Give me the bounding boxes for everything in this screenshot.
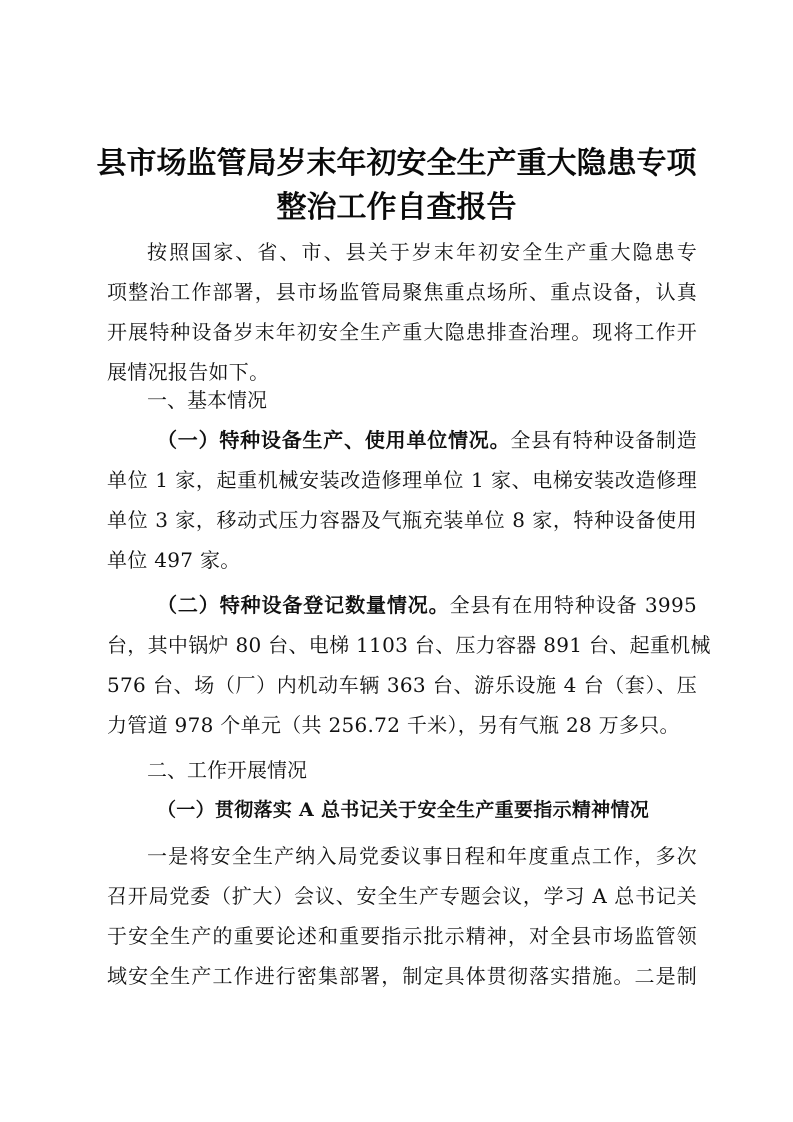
intro-line-3: 开展特种设备岁末年初安全生产重大隐患排查治理。现将工作开 (107, 320, 697, 344)
s1-p1-line-2: 单位 1 家，起重机械安装改造修理单位 1 家、电梯安装改造修理 (107, 468, 697, 492)
s1-p2-line-4: 力管道 978 个单元（共 256.72 千米），另有气瓶 28 万多只。 (107, 713, 680, 737)
section1-heading: 一、基本情况 (147, 388, 267, 412)
s2-p1-line-3: 于安全生产的重要论述和重要指示批示精神，对全县市场监管领 (107, 924, 697, 948)
s2-p1-line-2: 召开局党委（扩大）会议、安全生产专题会议，学习 A 总书记关 (107, 884, 697, 908)
s1-p1-line-4: 单位 497 家。 (107, 548, 241, 572)
intro-line-2: 项整治工作部署，县市场监管局聚焦重点场所、重点设备，认真 (107, 280, 697, 304)
s1-p2-line-1 (157, 585, 697, 625)
s1-p1-lead: （一）特种设备生产、使用单位情况。 (157, 428, 511, 452)
s1-p2-line-2: 台，其中锅炉 80 台、电梯 1103 台、压力容器 891 台、起重机械 (107, 633, 711, 657)
s2-subheading-1: （一）贯彻落实 A 总书记关于安全生产重要指示精神情况 (157, 799, 650, 821)
s1-p1-first-rest: 全县有特种设备制造 (510, 428, 697, 452)
s1-p2-line-3: 576 台、场（厂）内机动车辆 363 台、游乐设施 4 台（套）、压 (107, 673, 697, 697)
s1-p1-line-1 (157, 420, 697, 460)
s2-p1-line-4: 域安全生产工作进行密集部署，制定具体贯彻落实措施。二是制 (107, 964, 697, 988)
s2-p1-line-1: 一是将安全生产纳入局党委议事日程和年度重点工作，多次 (147, 844, 697, 868)
s1-p2-lead: （二）特种设备登记数量情况。 (157, 593, 450, 617)
intro-line-1: 按照国家、省、市、县关于岁末年初安全生产重大隐患专 (147, 240, 697, 264)
document-title-line2: 整治工作自查报告 (276, 190, 517, 225)
intro-line-4: 展情况报告如下。 (107, 360, 270, 384)
section2-heading: 二、工作开展情况 (147, 758, 307, 782)
document-title-line1: 县市场监管局岁末年初安全生产重大隐患专项 (96, 146, 697, 181)
s1-p1-line-3: 单位 3 家，移动式压力容器及气瓶充装单位 8 家，特种设备使用 (107, 508, 697, 532)
s1-p2-first-rest: 全县有在用特种设备 3995 (449, 593, 697, 617)
